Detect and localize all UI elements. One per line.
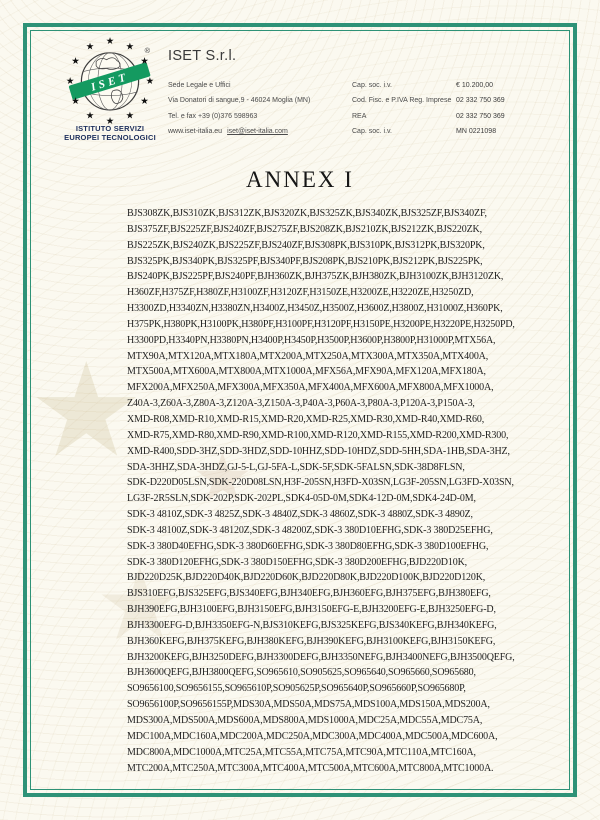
svg-text:★: ★ (105, 36, 115, 48)
model-list-line: BJS240PK,BJS225PF,BJS240PF,BJH360ZK,BJH375ZK,BJH380ZK,BJH3100ZK,BJH3120ZK, (127, 271, 504, 283)
svg-text:ISET: ISET (89, 70, 131, 94)
registered-mark: ® (144, 45, 151, 55)
logo-caption (42, 124, 178, 142)
star-watermark-icon: ★ (192, 439, 253, 518)
registration-label: Cap. soc. i.v. (352, 128, 392, 135)
model-list-line: XMD-R75,XMD-R80,XMD-R90,XMD-R100,XMD-R120,XMD-R155,XMD-R200,XMD-R300, (127, 429, 509, 441)
model-list-line: XMD-R08,XMD-R10,XMD-R15,XMD-R20,XMD-R25,XMD-R30,XMD-R40,XMD-R60, (127, 413, 485, 425)
model-list-line: BJS325PK,BJS340PK,BJS325PF,BJS340PF,BJS208PK,BJS210PK,BJS212PK,BJS225PK, (127, 255, 483, 267)
vat-value: 02 332 750 369 (456, 97, 505, 104)
model-list-line: BJH390EFG,BJH3100EFG,BJH3150EFG,BJH3150EFG-E,BJH3200EFG-E,BJH3250EFG-D, (127, 604, 496, 616)
annex-title: ANNEX I (246, 167, 354, 192)
capital-label: Cap. soc. i.v. (352, 82, 392, 89)
registration-value: MN 0221098 (456, 128, 497, 135)
email-text: iset@iset-italia.com (227, 128, 288, 135)
model-list-line: Z40A-3,Z60A-3,Z80A-3,Z120A-3,Z150A-3,P40A-3,P60A-3,P80A-3,P120A-3,P150A-3, (127, 398, 475, 410)
model-list-line: BJS308ZK,BJS310ZK,BJS312ZK,BJS320ZK,BJS325ZK,BJS340ZK,BJS325ZF,BJS340ZF, (127, 208, 487, 219)
svg-text:★: ★ (71, 95, 80, 107)
globe-stars-logo-icon (58, 32, 162, 136)
address-text: Via Donatori di sangue,9 - 46024 Moglia (MN) (168, 97, 311, 104)
model-list-line: H3300PD,H3340PN,H3380PN,H3400P,H3450P,H3500P,H3600P,H3800P,H31000P,MTX56A, (127, 334, 496, 346)
model-list-line: SO9656100,SO9656155,SO965610P,SO905625P,SO965640P,SO965660P,SO965680P, (127, 683, 466, 695)
svg-text:★: ★ (85, 41, 95, 53)
rea-label: REA (352, 113, 367, 120)
svg-text:★: ★ (145, 76, 155, 87)
company-name: ISET S.r.l. (168, 48, 237, 64)
model-list-line: MDS300A,MDS500A,MDS600A,MDS800A,MDS1000A,MDC25A,MDC55A,MDC75A, (127, 715, 483, 726)
website-text: www.iset-italia.eu (168, 128, 223, 135)
model-list-line: MTC200A,MTC250A,MTC300A,MTC400A,MTC500A,MTC600A,MTC800A,MTC1000A. (127, 762, 494, 774)
svg-text:★: ★ (71, 56, 80, 68)
model-list-line: H360ZF,H375ZF,H380ZF,H3100ZF,H3120ZF,H3150ZE,H3200ZE,H3220ZE,H3250ZD, (127, 287, 474, 299)
svg-text:★: ★ (140, 56, 149, 68)
iset-logo (58, 32, 162, 127)
model-list-line: SDK-3 4810Z,SDK-3 4825Z,SDK-3 4840Z,SDK-3 4860Z,SDK-3 4880Z,SDK-3 4890Z, (127, 509, 473, 521)
website-email-line (168, 128, 288, 135)
model-list-line: SDK-3 48100Z,SDK-3 48120Z,SDK-3 48200Z,SDK-3 380D10EFHG,SDK-3 380D25EFHG, (127, 524, 493, 536)
logo-caption-line1: ISTITUTO SERVIZI (75, 124, 145, 133)
model-list-line: MTX500A,MTX600A,MTX800A,MTX1000A,MFX56A,MFX90A,MFX120A,MFX180A, (127, 366, 486, 378)
svg-text:★: ★ (140, 95, 149, 107)
svg-text:★: ★ (65, 76, 75, 87)
model-list-line: MTX90A,MTX120A,MTX180A,MTX200A,MTX250A,MTX300A,MTX350A,MTX400A, (127, 350, 489, 362)
model-list-line: BJS310EFG,BJS325EFG,BJS340EFG,BJH340EFG,BJH360EFG,BJH375EFG,BJH380EFG, (127, 588, 491, 600)
model-list-line: SDA-3HHZ,SDA-3HDZ,GJ-5-L,GJ-5FA-L,SDK-5F,SDK-5FALSN,SDK-38D8FLSN, (127, 461, 465, 473)
model-list-line: BJH360KEFG,BJH375KEFG,BJH380KEFG,BJH390KEFG,BJH3100KEFG,BJH3150KEFG, (127, 635, 496, 647)
model-list-line: LG3F-2R5SLN,SDK-202P,SDK-202PL,SDK4-05D-0M,SDK4-12D-0M,SDK4-24D-0M, (127, 493, 476, 505)
rea-value: 02 332 750 369 (456, 113, 505, 120)
vat-label: Cod. Fisc. e P.IVA Reg. Imprese (352, 97, 452, 104)
phone-fax-text: Tel. e fax +39 (0)376 598963 (168, 113, 258, 120)
model-list-line: MFX200A,MFX250A,MFX300A,MFX350A,MFX400A,MFX600A,MFX800A,MFX1000A, (127, 382, 494, 394)
svg-text:★: ★ (85, 110, 95, 122)
model-list-line: BJH3200KEFG,BJH3250DEFG,BJH3300DEFG,BJH3350NEFG,BJH3400NEFG,BJH3500QEFG, (127, 651, 515, 663)
svg-text:★: ★ (105, 115, 115, 127)
svg-text:★: ★ (125, 41, 135, 53)
model-list-line: MDC800A,MDC1000A,MTC25A,MTC55A,MTC75A,MTC90A,MTC110A,MTC160A, (127, 746, 476, 758)
model-list-line: SO9656100P,SO9656155P,MDS30A,MDS50A,MDS75A,MDS100A,MDS150A,MDS200A, (127, 699, 490, 711)
logo-caption-line2: EUROPEI TECNOLOGICI (64, 133, 156, 142)
model-list-line: BJS225ZK,BJS240ZK,BJS225ZF,BJS240ZF,BJS308PK,BJS310PK,BJS312PK,BJS320PK, (127, 239, 485, 251)
model-list-line: BJS375ZF,BJS225ZF,BJS240ZF,BJS275ZF,BJS208ZK,BJS210ZK,BJS212ZK,BJS220ZK, (127, 223, 482, 235)
model-list-line: BJH3300EFG-D,BJH3350EFG-N,BJS310KEFG,BJS325KEFG,BJS340KEFG,BJH340KEFG, (127, 619, 497, 631)
model-list-line: H3300ZD,H3340ZN,H3380ZN,H3400Z,H3450Z,H3500Z,H3600Z,H3800Z,H31000Z,H360PK, (127, 303, 503, 315)
capital-value: € 10.200,00 (456, 82, 493, 89)
model-list-line: SDK-3 380D120EFHG,SDK-3 380D150EFHG,SDK-3 380D200EFHG,BJD220D10K, (127, 556, 467, 568)
model-list-line: XMD-R400,SDD-3HZ,SDD-3HDZ,SDD-10HHZ,SDD-10HDZ,SDD-5HH,SDA-1HB,SDA-3HZ, (127, 445, 510, 457)
model-list-line: MDC100A,MDC160A,MDC200A,MDC250A,MDC300A,MDC400A,MDC500A,MDC600A, (127, 730, 498, 742)
model-list-line: SDK-D220D05LSN,SDK-220D08LSN,H3F-205SN,H3FD-X03SN,LG3F-205SN,LG3FD-X03SN, (127, 477, 514, 489)
legal-office-label: Sede Legale e Uffici (168, 82, 231, 89)
model-list-line: BJH3600QEFG,BJH3800QEFG,SO965610,SO905625,SO965640,SO965660,SO965680, (127, 667, 476, 679)
svg-text:★: ★ (125, 110, 135, 122)
model-list-line: H375PK,H380PK,H3100PK,H380PF,H3100PF,H3120PF,H3150PE,H3200PE,H3220PE,H3250PD, (127, 318, 515, 330)
model-list (127, 206, 515, 776)
star-watermark-icon: ★ (28, 334, 145, 486)
model-list-line: BJD220D25K,BJD220D40K,BJD220D60K,BJD220D80K,BJD220D100K,BJD220D120K, (127, 572, 486, 584)
model-list-line: SDK-3 380D40EFHG,SDK-3 380D60EFHG,SDK-3 380D80EFHG,SDK-3 380D100EFHG, (127, 540, 489, 552)
star-watermark-icon: ★ (95, 546, 185, 663)
